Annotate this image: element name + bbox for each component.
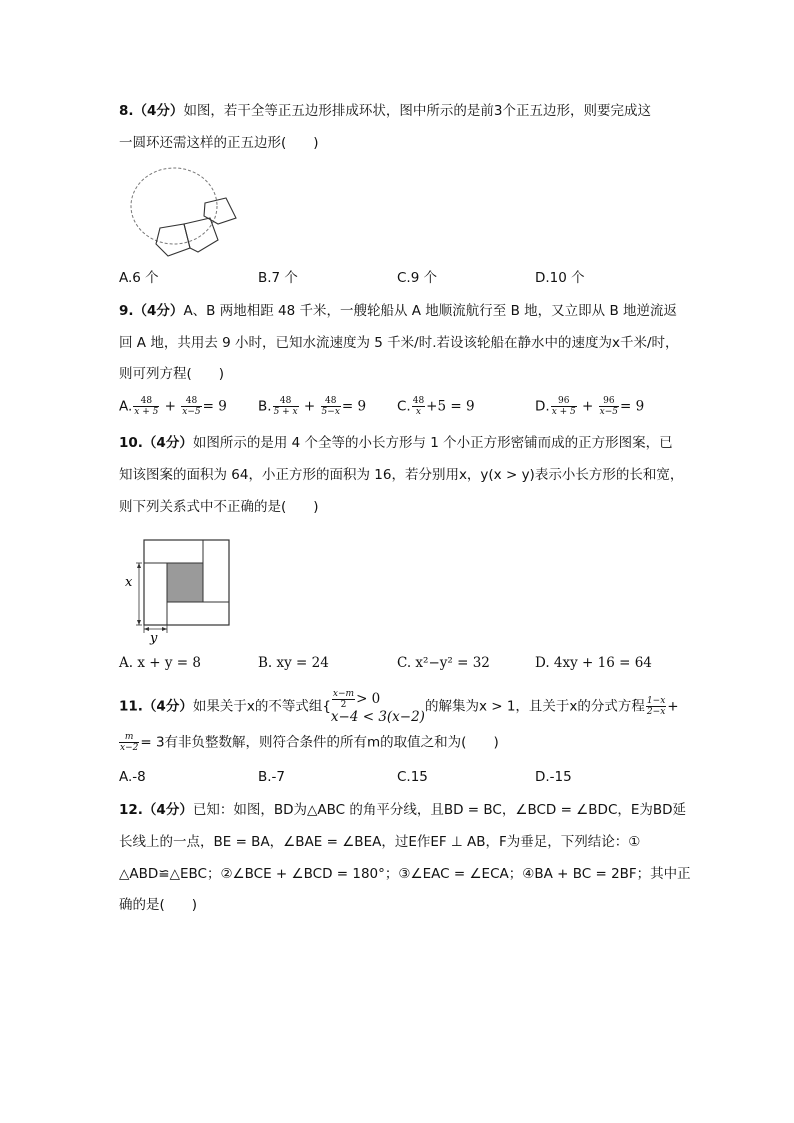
q12-line3: △ABD≌△EBC；②∠BCE + ∠BCD = 180°；③∠EAC = ∠ECA；④BA + BC = 2BF；其中正 [119, 866, 691, 882]
q11-score: （4分） [142, 698, 193, 715]
q12-line2: 长线上的一点，BE = BA，∠BAE = ∠BEA，过E作EF ⊥ AB，F为垂足，下列结论：① [119, 834, 641, 850]
q11-number: 11. [119, 698, 143, 715]
q9-option-d: D. $\frac{96}{x + 5}$ + $\frac{96}{x-5}$ = 9 [535, 396, 645, 417]
q9-score: （4分） [133, 303, 184, 319]
q10-score: （4分） [142, 435, 193, 451]
q11-option-a: A.-8 [119, 769, 146, 785]
q10-line3: 则下列关系式中不正确的是( ) [119, 499, 319, 515]
q10-number: 10. [119, 435, 143, 451]
q12-line4: 确的是( ) [119, 897, 198, 913]
q10-line2: 知该图案的面积为 64，小正方形的面积为 16，若分别用x，y(x > y)表示小长方形的长和宽， [119, 467, 684, 483]
q10-option-d: D. 4xy + 16 = 64 [535, 655, 652, 671]
q10-option-a: A. x + y = 8 [119, 655, 201, 671]
q11-line1: 11.（4分）如果关于x的不等式组{ $\frac{x-m}{2}$ > 0 x−4 < 3(x−2) 的解集为x > 1，且关于x的分式方程 $\frac{1-x}{2-x}$ + [119, 689, 679, 725]
q10-square-figure [118, 535, 238, 646]
q11-option-c: C.15 [397, 769, 428, 785]
q12-number: 12. [119, 802, 143, 818]
q12-score: （4分） [142, 802, 193, 818]
q8-line2: 一圆环还需这样的正五边形( ) [119, 135, 319, 151]
q8-line1 [119, 101, 651, 121]
q8-option-a: A.6 个 [119, 270, 159, 286]
q10-line1 [119, 433, 673, 453]
q10-option-b: B. xy = 24 [258, 655, 329, 671]
q10-fig-x-label: x [125, 575, 133, 590]
q8-text1: 如图，若干全等正五边形排成环状，图中所示的是前3个正五边形，则要完成这 [183, 103, 652, 119]
q8-option-b: B.7 个 [258, 270, 298, 286]
q9-option-c: C. $\frac{48}{x}$ +5 = 9 [397, 396, 475, 417]
q9-option-b: B. $\frac{48}{5 + x}$ + $\frac{48}{5-x}$ = 9 [258, 396, 367, 417]
q8-pentagon-figure [125, 160, 245, 260]
q9-text1: A、B 两地相距 48 千米，一艘轮船从 A 地顺流航行至 B 地，又立即从 B 地逆流返 [183, 303, 677, 319]
q11-option-d: D.-15 [535, 769, 572, 785]
q9-line1 [119, 301, 677, 321]
q12-text1: 已知：如图，BD为△ABC 的角平分线，且BD = BC，∠BCD = ∠BDC，E为BD延 [192, 802, 687, 818]
q8-number: 8. [119, 103, 134, 119]
q11-line2: $\frac{m}{x-2}$ = 3有非负整数解，则符合条件的所有m的取值之和为( ) [120, 732, 499, 753]
q8-option-d: D.10 个 [535, 270, 585, 286]
q12-line1 [119, 800, 686, 820]
q11-option-b: B.-7 [258, 769, 286, 785]
q9-number: 9. [119, 303, 134, 319]
q11-inequality-system: $\frac{x-m}{2}$ > 0 x−4 < 3(x−2) [330, 689, 425, 725]
q9-line2: 回 A 地，共用去 9 小时，已知水流速度为 5 千米/时.若设该轮船在静水中的速度为x千米/时， [119, 335, 679, 351]
q10-option-c: C. x²−y² = 32 [397, 655, 490, 671]
q8-score: （4分） [133, 103, 184, 119]
q10-text1: 如图所示的是用 4 个全等的小长方形与 1 个小正方形密铺而成的正方形图案，已 [192, 435, 673, 451]
q9-option-a: A. $\frac{48}{x + 5}$ + $\frac{48}{x-5}$ = 9 [119, 396, 227, 417]
q9-line3: 则可列方程( ) [119, 366, 225, 382]
q8-option-c: C.9 个 [397, 270, 438, 286]
q10-fig-y-label: y [150, 631, 158, 646]
